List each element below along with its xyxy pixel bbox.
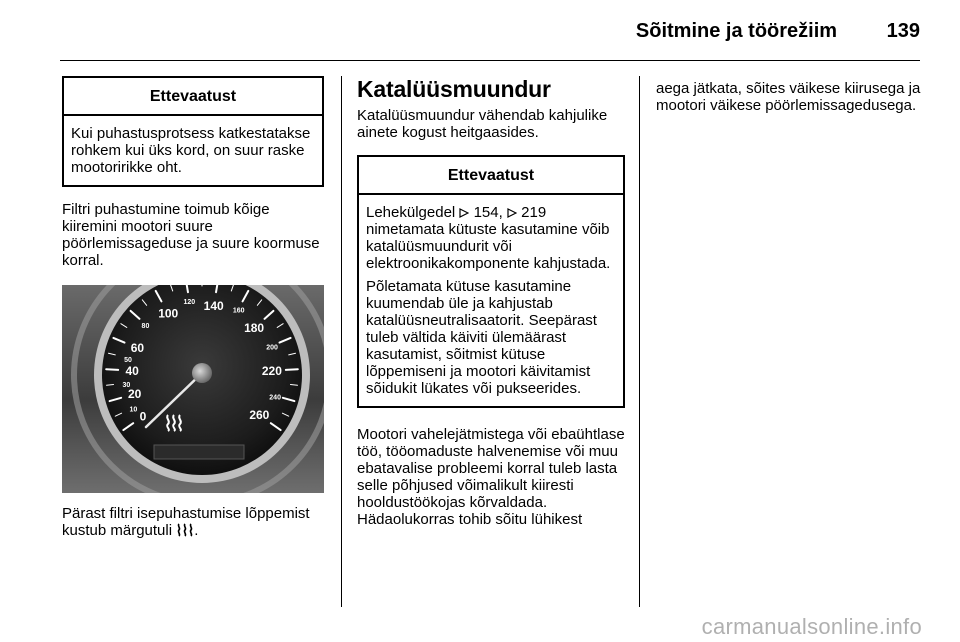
watermark: carmanualsonline.info bbox=[701, 614, 922, 639]
warning-body bbox=[359, 195, 623, 406]
gauge-label-minor: 160 bbox=[232, 307, 245, 315]
glow-lamp-period: . bbox=[194, 522, 199, 539]
column-2 bbox=[357, 76, 625, 528]
gauge-label-major: 60 bbox=[130, 340, 145, 355]
page-ref-link[interactable]: 219 bbox=[521, 204, 547, 221]
gauge-label-major: 140 bbox=[203, 298, 224, 313]
gauge-tick bbox=[286, 369, 298, 370]
page-number: 139 bbox=[886, 20, 920, 42]
section-title: Sõitmine ja töörežiim bbox=[635, 20, 838, 42]
gauge-label-major: 20 bbox=[127, 387, 142, 402]
warning-box-1 bbox=[62, 76, 324, 187]
filter-cleaning-paragraph: Filtri puhastumine toimub kõige kiiremini mootori suure pöörlemissageduse ja suure koormuse korral. bbox=[62, 201, 320, 269]
gauge-label-minor: 10 bbox=[129, 406, 138, 414]
gauge-label-minor: 240 bbox=[269, 394, 281, 402]
column-divider-1 bbox=[341, 76, 342, 607]
gauge-label-minor: 30 bbox=[122, 382, 131, 390]
glow-lamp-paragraph bbox=[62, 505, 324, 539]
gauge-label-major: 100 bbox=[158, 306, 179, 321]
warning-paragraph-1 bbox=[366, 204, 616, 272]
warning-box-2 bbox=[357, 155, 625, 408]
glow-lamp-text: Pärast filtri isepuhastumise lõppemist kustub märgutuli bbox=[62, 505, 310, 539]
speedometer-illustration bbox=[62, 285, 324, 493]
gauge-hub bbox=[192, 363, 212, 383]
warning-text: Lehekülgedel bbox=[366, 204, 456, 221]
warning-paragraph-2: Põletamata kütuse kasutamine kuumendab üle ja kahjustab katalüüsneutralisaatorit. Seepärast tuleb vältida käiviti ülemäärast kasutamist, sõitmist kütuse lõppemiseni ja mootori käivitamist sõidukit lükates või pukseerides. bbox=[366, 278, 597, 397]
warning-body bbox=[64, 116, 322, 185]
glow-plug-icon bbox=[176, 523, 194, 537]
gauge-tick bbox=[106, 369, 118, 370]
page-ref-link[interactable]: 154, bbox=[473, 204, 503, 221]
gauge-label-major: 220 bbox=[261, 363, 282, 378]
gauge-label-minor: 200 bbox=[266, 344, 278, 352]
gauge-label-minor: 120 bbox=[183, 299, 196, 307]
column-divider-2 bbox=[639, 76, 640, 607]
gauge-label-major: 260 bbox=[249, 408, 270, 423]
continuation-paragraph: aega jätkata, sõites väikese kiirusega ja mootori väikese pöörlemissagedusega. bbox=[656, 80, 921, 114]
gauge-label-major: 40 bbox=[125, 363, 139, 378]
warning-text: Kui puhastusprotsess katkestatakse rohkem kui üks kord, on suur raske mootoririkke oht. bbox=[71, 125, 311, 176]
page-header bbox=[636, 20, 920, 43]
misfire-paragraph: Mootori vahelejätmistega või ebaühtlase töö, tööomaduste halvenemise või muu ebatavalise probleemi korral tuleb lasta selle põhjused võimalikult kiiresti hooldustöökojas kõrvaldada. Hädaolukorras tohib sõitu lühikest bbox=[357, 426, 625, 528]
gauge-label-minor: 80 bbox=[141, 323, 150, 331]
catalytic-intro: Katalüüsmuundur vähendab kahjulike ainete kogust heitgaasides. bbox=[357, 107, 608, 141]
page-ref-triangle-icon bbox=[459, 208, 469, 218]
page-ref-triangle-icon bbox=[507, 208, 517, 218]
gauge-label-0: 0 bbox=[139, 409, 147, 424]
column-1 bbox=[62, 76, 324, 539]
gauge-label-minor: 50 bbox=[124, 356, 132, 364]
warning-title: Ettevaatust bbox=[64, 78, 322, 116]
header-divider bbox=[60, 60, 920, 61]
warning-text: nimetamata kütuste kasutamine võib katalüüsmuundurit või elektroonikakomponente kahjustada. bbox=[366, 221, 611, 272]
gauge-label-major: 180 bbox=[244, 321, 265, 336]
warning-title: Ettevaatust bbox=[359, 157, 623, 195]
column-3 bbox=[656, 80, 922, 114]
section-heading: Katalüüsmuundur bbox=[357, 76, 551, 102]
